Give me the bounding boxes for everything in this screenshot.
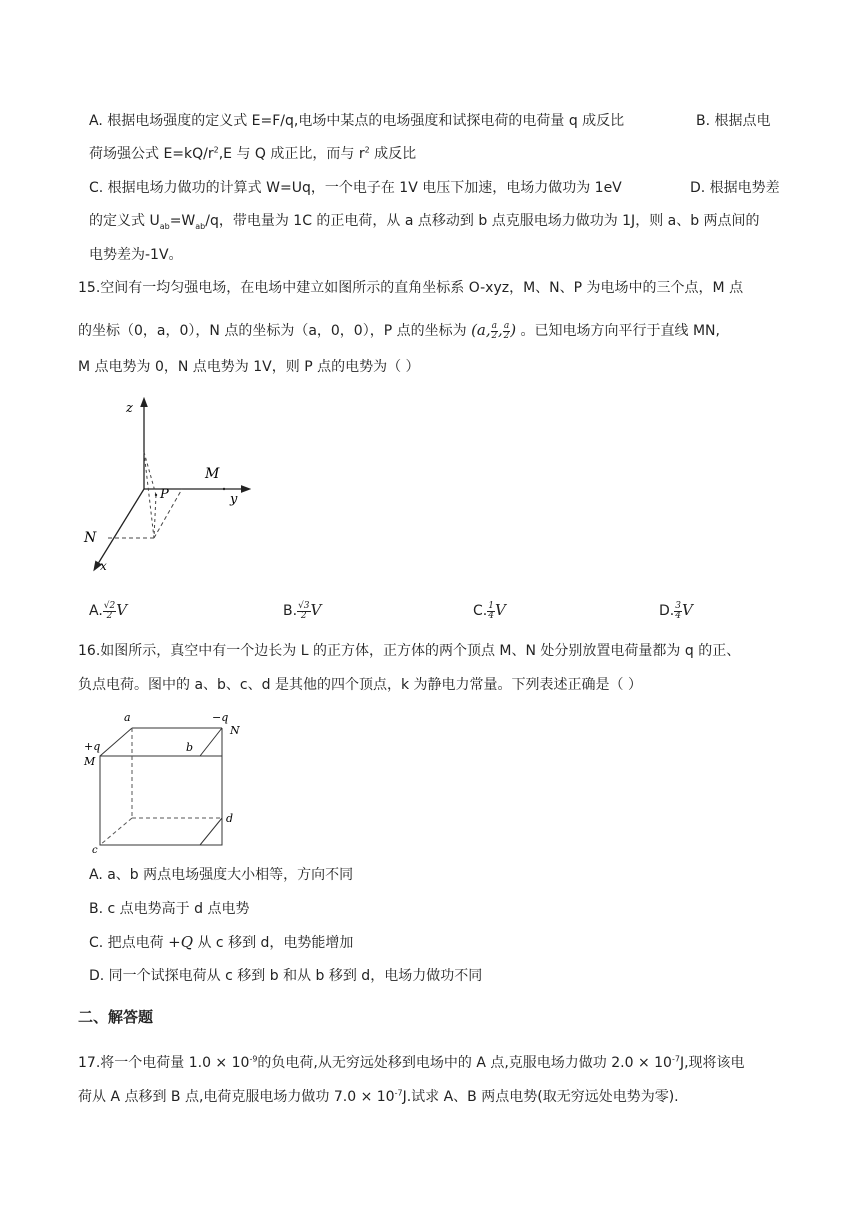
svg-text:−q: −q — [212, 711, 229, 724]
p-label: P — [160, 487, 169, 502]
q15-stem-line2: 的坐标（0，a，0），N 点的坐标为（a，0，0），P 点的坐标为 (a, $\frac{a}{2}$ , $\frac{a}{2}$ ) 。已知电场方向平行于直线 MN, — [78, 320, 720, 341]
q16-stem-line2: 负点电荷。图中的 a、b、c、d 是其他的四个顶点，k 为静电力常量。下列表述正确是（ ） — [78, 677, 642, 693]
q15-option-a[interactable]: A. $\frac{√2}{2}$ V — [89, 600, 128, 621]
q16-option-a[interactable]: A. a、b 两点电场强度大小相等，方向不同 — [89, 867, 354, 883]
svg-text:c: c — [92, 845, 98, 853]
q16-option-b[interactable]: B. c 点电势高于 d 点电势 — [89, 901, 250, 917]
svg-text:d: d — [226, 812, 234, 825]
x-label: x — [100, 559, 107, 573]
section-heading: 二、解答题 — [78, 1008, 154, 1026]
m-label: M — [205, 466, 220, 482]
q14-option-d-end: 电势差为-1V。 — [89, 247, 183, 263]
q14-option-d-cont: 的定义式 $U_{ab}=W_{ab}/q$，带电量为 1C 的正电荷，从 a 点移动到 b 点克服电场力做功为 1J，则 a、b 两点间的 — [89, 213, 760, 231]
svg-text:b: b — [186, 741, 194, 754]
q17-line2: 荷从 A 点移到 B 点,电荷克服电场力做功 $7.0 \times 10^{-7}J$.试求 A、B 两点电势(取无穷远处电势为零). — [78, 1088, 679, 1105]
svg-text:a: a — [124, 711, 131, 724]
q15-stem-line1: 15.空间有一均匀强电场，在电场中建立如图所示的直角坐标系 O-xyz，M、N、P 为电场中的三个点，M 点 — [78, 280, 744, 296]
q16-option-d[interactable]: D. 同一个试探电荷从 c 移到 b 和从 b 移到 d，电场力做功不同 — [89, 968, 483, 984]
q14-option-b-cont: 荷场强公式 $E=kQ/r^2,E$ 与 Q 成正比，而与 $r^2$ 成反比 — [89, 145, 417, 162]
y-label: y — [230, 492, 238, 507]
svg-text:N: N — [230, 724, 240, 737]
q16-option-c[interactable]: C. 把点电荷 +Q 从 c 移到 d，电势能增加 — [89, 933, 354, 951]
q16-stem-line1: 16.如图所示，真空中有一个边长为 L 的正方体，正方体的两个顶点 M、N 处分别放置电荷量都为 q 的正、 — [78, 643, 741, 659]
q15-option-b[interactable]: B. $\frac{√3}{2}$ V — [283, 600, 322, 621]
x-axis — [96, 489, 144, 567]
q15-coordinate-figure — [78, 392, 263, 578]
q15-stem-line3: M 点电势为 0，N 点电势为 1V，则 P 点的电势为（ ） — [78, 359, 420, 375]
svg-text:+q: +q — [84, 740, 101, 753]
z-label: z — [126, 401, 133, 416]
q15-option-d[interactable]: D. $\frac{3}{4}$ V — [659, 600, 693, 621]
q14-option-d-start: D. 根据电势差 — [690, 180, 780, 196]
n-label: N — [84, 530, 97, 546]
q15-option-c[interactable]: C. $\frac{1}{4}$ V — [473, 600, 506, 621]
q16-cube-right-face — [80, 708, 250, 853]
q14-option-b-start: B. 根据点电 — [696, 113, 771, 129]
point-p-coordinate: (a, $\frac{a}{2}$ , $\frac{a}{2}$ ) — [471, 320, 517, 341]
q14-option-a: A. 根据电场强度的定义式 E=F/q,电场中某点的电场强度和试探电荷的电荷量 q 成反比 — [89, 113, 625, 129]
q17-line1: 17.将一个电荷量 $1.0 \times 10^{-9}$的负电荷,从无穷远处移到电场中的 A 点,克服电场力做功 $2.0 \times 10^{-7}J$,现将该电 — [78, 1054, 745, 1071]
q14-option-c: C. 根据电场力做功的计算式 W=Uq，一个电子在 1V 电压下加速，电场力做功为 1eV — [89, 180, 622, 196]
svg-text:M: M — [84, 755, 96, 768]
